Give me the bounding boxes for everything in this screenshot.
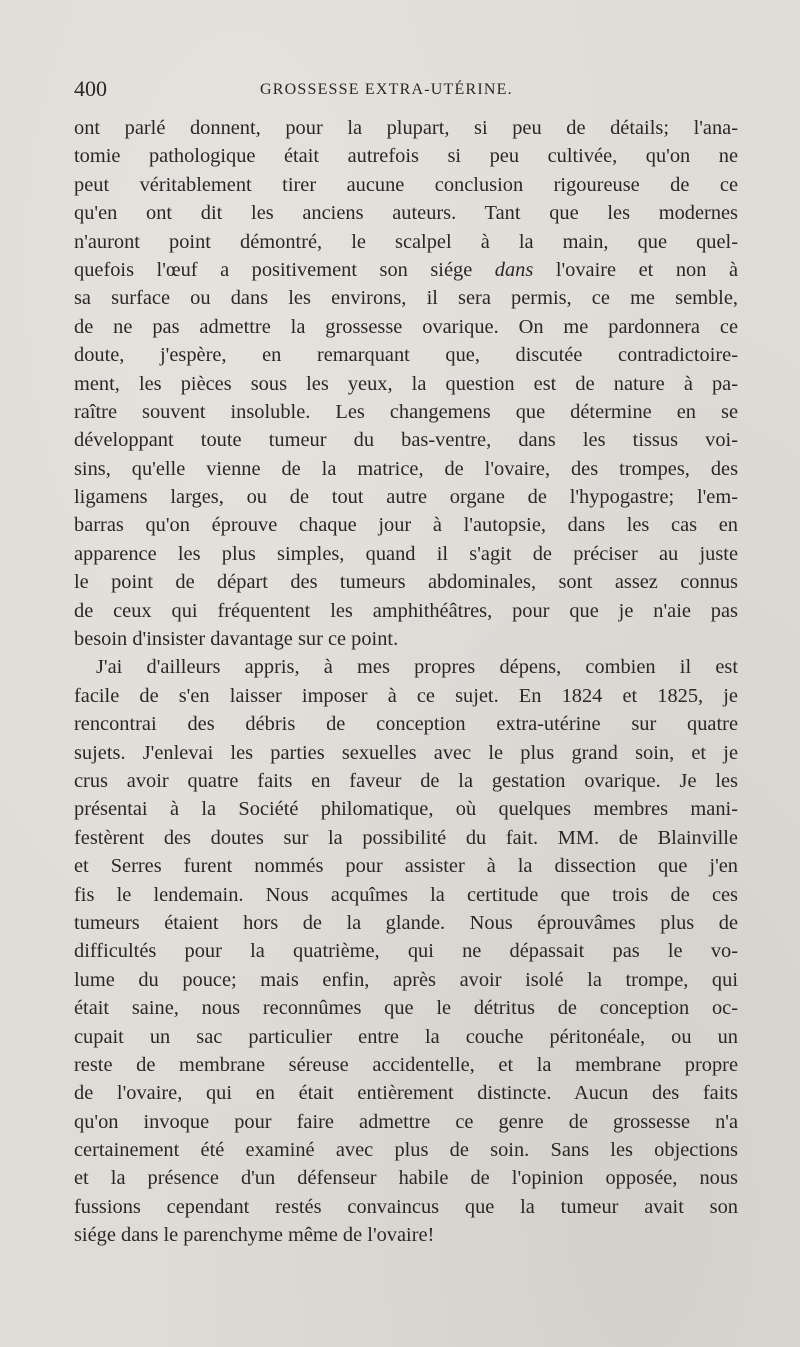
text-line: était saine, nous reconnûmes que le détritus de conception oc-: [74, 997, 738, 1020]
italic-word: dans: [494, 258, 534, 281]
text-line: de ne pas admettre la grossesse ovarique. On me pardonnera ce: [74, 315, 738, 338]
text-line: crus avoir quatre faits en faveur de la gestation ovarique. Je les: [74, 769, 738, 792]
text-line: fis le lendemain. Nous acquîmes la certitude que trois de ces: [74, 883, 738, 906]
paragraph-1: [74, 114, 738, 653]
text-line: cupait un sac particulier entre la couche péritonéale, ou un: [74, 1025, 738, 1048]
text-line: qu'on invoque pour faire admettre ce genre de grossesse n'a: [74, 1110, 738, 1133]
text-line: fussions cependant restés convaincus que la tumeur avait son: [74, 1195, 738, 1218]
text-line: de ceux qui fréquentent les amphithéâtres, pour que je n'aie pas: [74, 599, 738, 622]
text-line: lume du pouce; mais enfin, après avoir isolé la trompe, qui: [74, 968, 738, 991]
text-line: difficultés pour la quatrième, qui ne dépassait pas le vo-: [74, 940, 738, 963]
text-line: développant toute tumeur du bas-ventre, dans les tissus voi-: [74, 429, 738, 452]
text-line: et Serres furent nommés pour assister à la dissection que j'en: [74, 855, 738, 878]
text-run: quefois l'œuf a positivement son siége: [74, 258, 495, 281]
text-line: raître souvent insoluble. Les changemens que détermine en se: [74, 400, 738, 423]
text-line: sins, qu'elle vienne de la matrice, de l'ovaire, des trompes, des: [74, 457, 738, 480]
text-line: J'ai d'ailleurs appris, à mes propres dépens, combien il est: [96, 656, 738, 679]
text-line: [74, 256, 738, 284]
text-line: le point de départ des tumeurs abdominales, sont assez connus: [74, 571, 738, 594]
page-number: 400: [74, 76, 107, 101]
text-line: peut véritablement tirer aucune conclusion rigoureuse de ce: [74, 173, 738, 196]
text-line: ont parlé donnent, pour la plupart, si peu de détails; l'ana-: [74, 117, 738, 139]
text-line: qu'en ont dit les anciens auteurs. Tant que les modernes: [74, 202, 738, 225]
text-line: tomie pathologique était autrefois si peu cultivée, qu'on ne: [74, 145, 738, 168]
text-line: ment, les pièces sous les yeux, la question est de nature à pa-: [74, 372, 738, 395]
paragraph-2: [74, 653, 738, 1249]
text-line: rencontrai des débris de conception extra-utérine sur quatre: [74, 713, 738, 736]
text-line: ligamens larges, ou de tout autre organe de l'hypogastre; l'em-: [74, 486, 738, 509]
running-title: GROSSESSE EXTRA-UTÉRINE.: [260, 81, 513, 98]
text-line: et la présence d'un défenseur habile de l'opinion opposée, nous: [74, 1167, 738, 1190]
text-line: siége dans le parenchyme même de l'ovaire!: [74, 1224, 435, 1247]
page-header: [74, 76, 738, 106]
text-line: de l'ovaire, qui en était entièrement distincte. Aucun des faits: [74, 1082, 738, 1105]
text-line: sujets. J'enlevai les parties sexuelles avec le plus grand soin, et je: [74, 741, 738, 764]
text-line: tumeurs étaient hors de la glande. Nous éprouvâmes plus de: [74, 911, 738, 934]
text-line: reste de membrane séreuse accidentelle, et la membrane propre: [74, 1053, 738, 1076]
text-line: doute, j'espère, en remarquant que, discutée contradictoire-: [74, 344, 738, 367]
text-line: présentai à la Société philomatique, où quelques membres mani-: [74, 798, 738, 821]
text-line: sa surface ou dans les environs, il sera permis, ce me semble,: [74, 287, 738, 310]
text-line: facile de s'en laisser imposer à ce sujet. En 1824 et 1825, je: [74, 684, 738, 707]
body-text: [74, 114, 738, 1250]
text-line: n'auront point démontré, le scalpel à la main, que quel-: [74, 230, 738, 253]
text-run: l'ovaire et non à: [533, 258, 739, 281]
text-line: barras qu'on éprouve chaque jour à l'autopsie, dans les cas en: [74, 514, 738, 537]
text-line: apparence les plus simples, quand il s'agit de préciser au juste: [74, 542, 738, 565]
text-line: festèrent des doutes sur la possibilité du fait. MM. de Blainville: [74, 826, 738, 849]
text-line: certainement été examiné avec plus de soin. Sans les objections: [74, 1139, 738, 1162]
text-line: besoin d'insister davantage sur ce point.: [74, 628, 399, 651]
